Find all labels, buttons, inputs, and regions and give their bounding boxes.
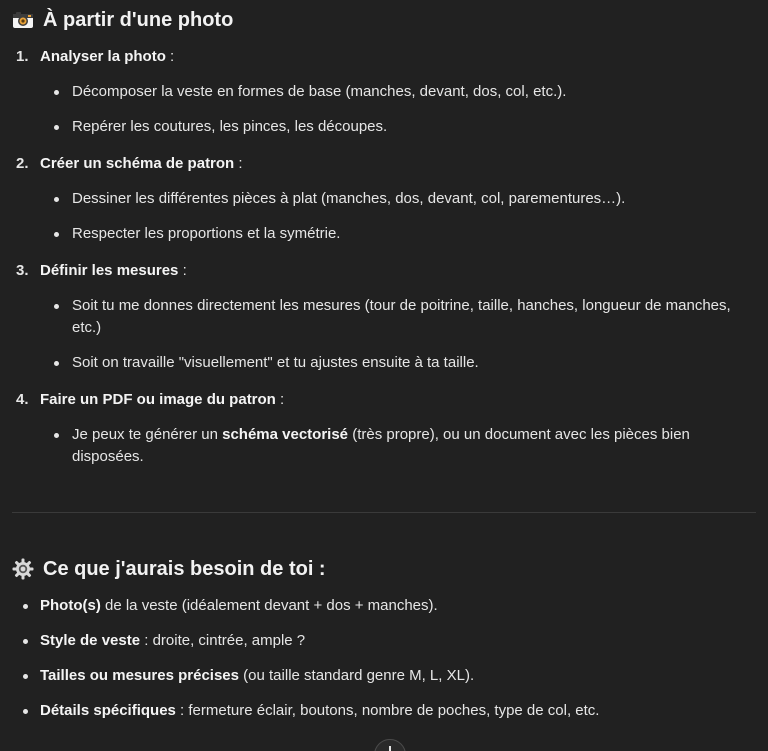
step-number: 1. bbox=[16, 48, 29, 65]
step-heading: Analyser la photo : bbox=[40, 48, 175, 65]
scroll-down-button[interactable] bbox=[374, 739, 406, 751]
step-item bbox=[12, 389, 752, 468]
list-item: Je peux te générer un schéma vectorisé (très propre), ou un document avec les pièces bien disposées. bbox=[40, 424, 752, 468]
list-item: Photo(s) de la veste (idéalement devant + dos + manches). bbox=[12, 595, 752, 617]
step-item bbox=[12, 260, 752, 374]
list-item: Tailles ou mesures précises (ou taille standard genre M, L, XL). bbox=[12, 665, 752, 687]
section-title: À partir d'une photo bbox=[43, 9, 234, 31]
list-item: Soit on travaille "visuellement" et tu ajustes ensuite à ta taille. bbox=[40, 352, 752, 374]
steps-list bbox=[12, 46, 752, 483]
substeps-list bbox=[40, 81, 752, 138]
substeps-list bbox=[40, 424, 752, 468]
needs-list bbox=[12, 595, 752, 735]
step-heading: Définir les mesures : bbox=[40, 262, 187, 279]
section-heading-needs bbox=[12, 557, 326, 581]
step-number: 2. bbox=[16, 155, 29, 172]
list-item: Style de veste : droite, cintrée, ample ? bbox=[12, 630, 752, 652]
section-title: Ce que j'aurais besoin de toi : bbox=[43, 558, 326, 580]
substeps-list bbox=[40, 295, 752, 374]
list-item: Détails spécifiques : fermeture éclair, boutons, nombre de poches, type de col, etc. bbox=[12, 700, 752, 722]
arrow-down-icon bbox=[389, 746, 391, 751]
list-item: Décomposer la veste en formes de base (manches, devant, dos, col, etc.). bbox=[40, 81, 752, 103]
camera-icon bbox=[12, 9, 34, 31]
step-item bbox=[12, 46, 752, 138]
list-item: Respecter les proportions et la symétrie. bbox=[40, 223, 752, 245]
divider bbox=[12, 512, 756, 513]
section-heading-photo bbox=[12, 8, 233, 32]
step-heading: Créer un schéma de patron : bbox=[40, 155, 243, 172]
step-number: 4. bbox=[16, 391, 29, 408]
step-heading: Faire un PDF ou image du patron : bbox=[40, 391, 285, 408]
substeps-list bbox=[40, 188, 752, 245]
step-number: 3. bbox=[16, 262, 29, 279]
list-item: Soit tu me donnes directement les mesures (tour de poitrine, taille, hanches, longueur de manches, etc.) bbox=[40, 295, 752, 339]
gear-icon bbox=[12, 558, 34, 580]
list-item: Repérer les coutures, les pinces, les découpes. bbox=[40, 116, 752, 138]
list-item: Dessiner les différentes pièces à plat (manches, dos, devant, col, parementures…). bbox=[40, 188, 752, 210]
step-item bbox=[12, 153, 752, 245]
